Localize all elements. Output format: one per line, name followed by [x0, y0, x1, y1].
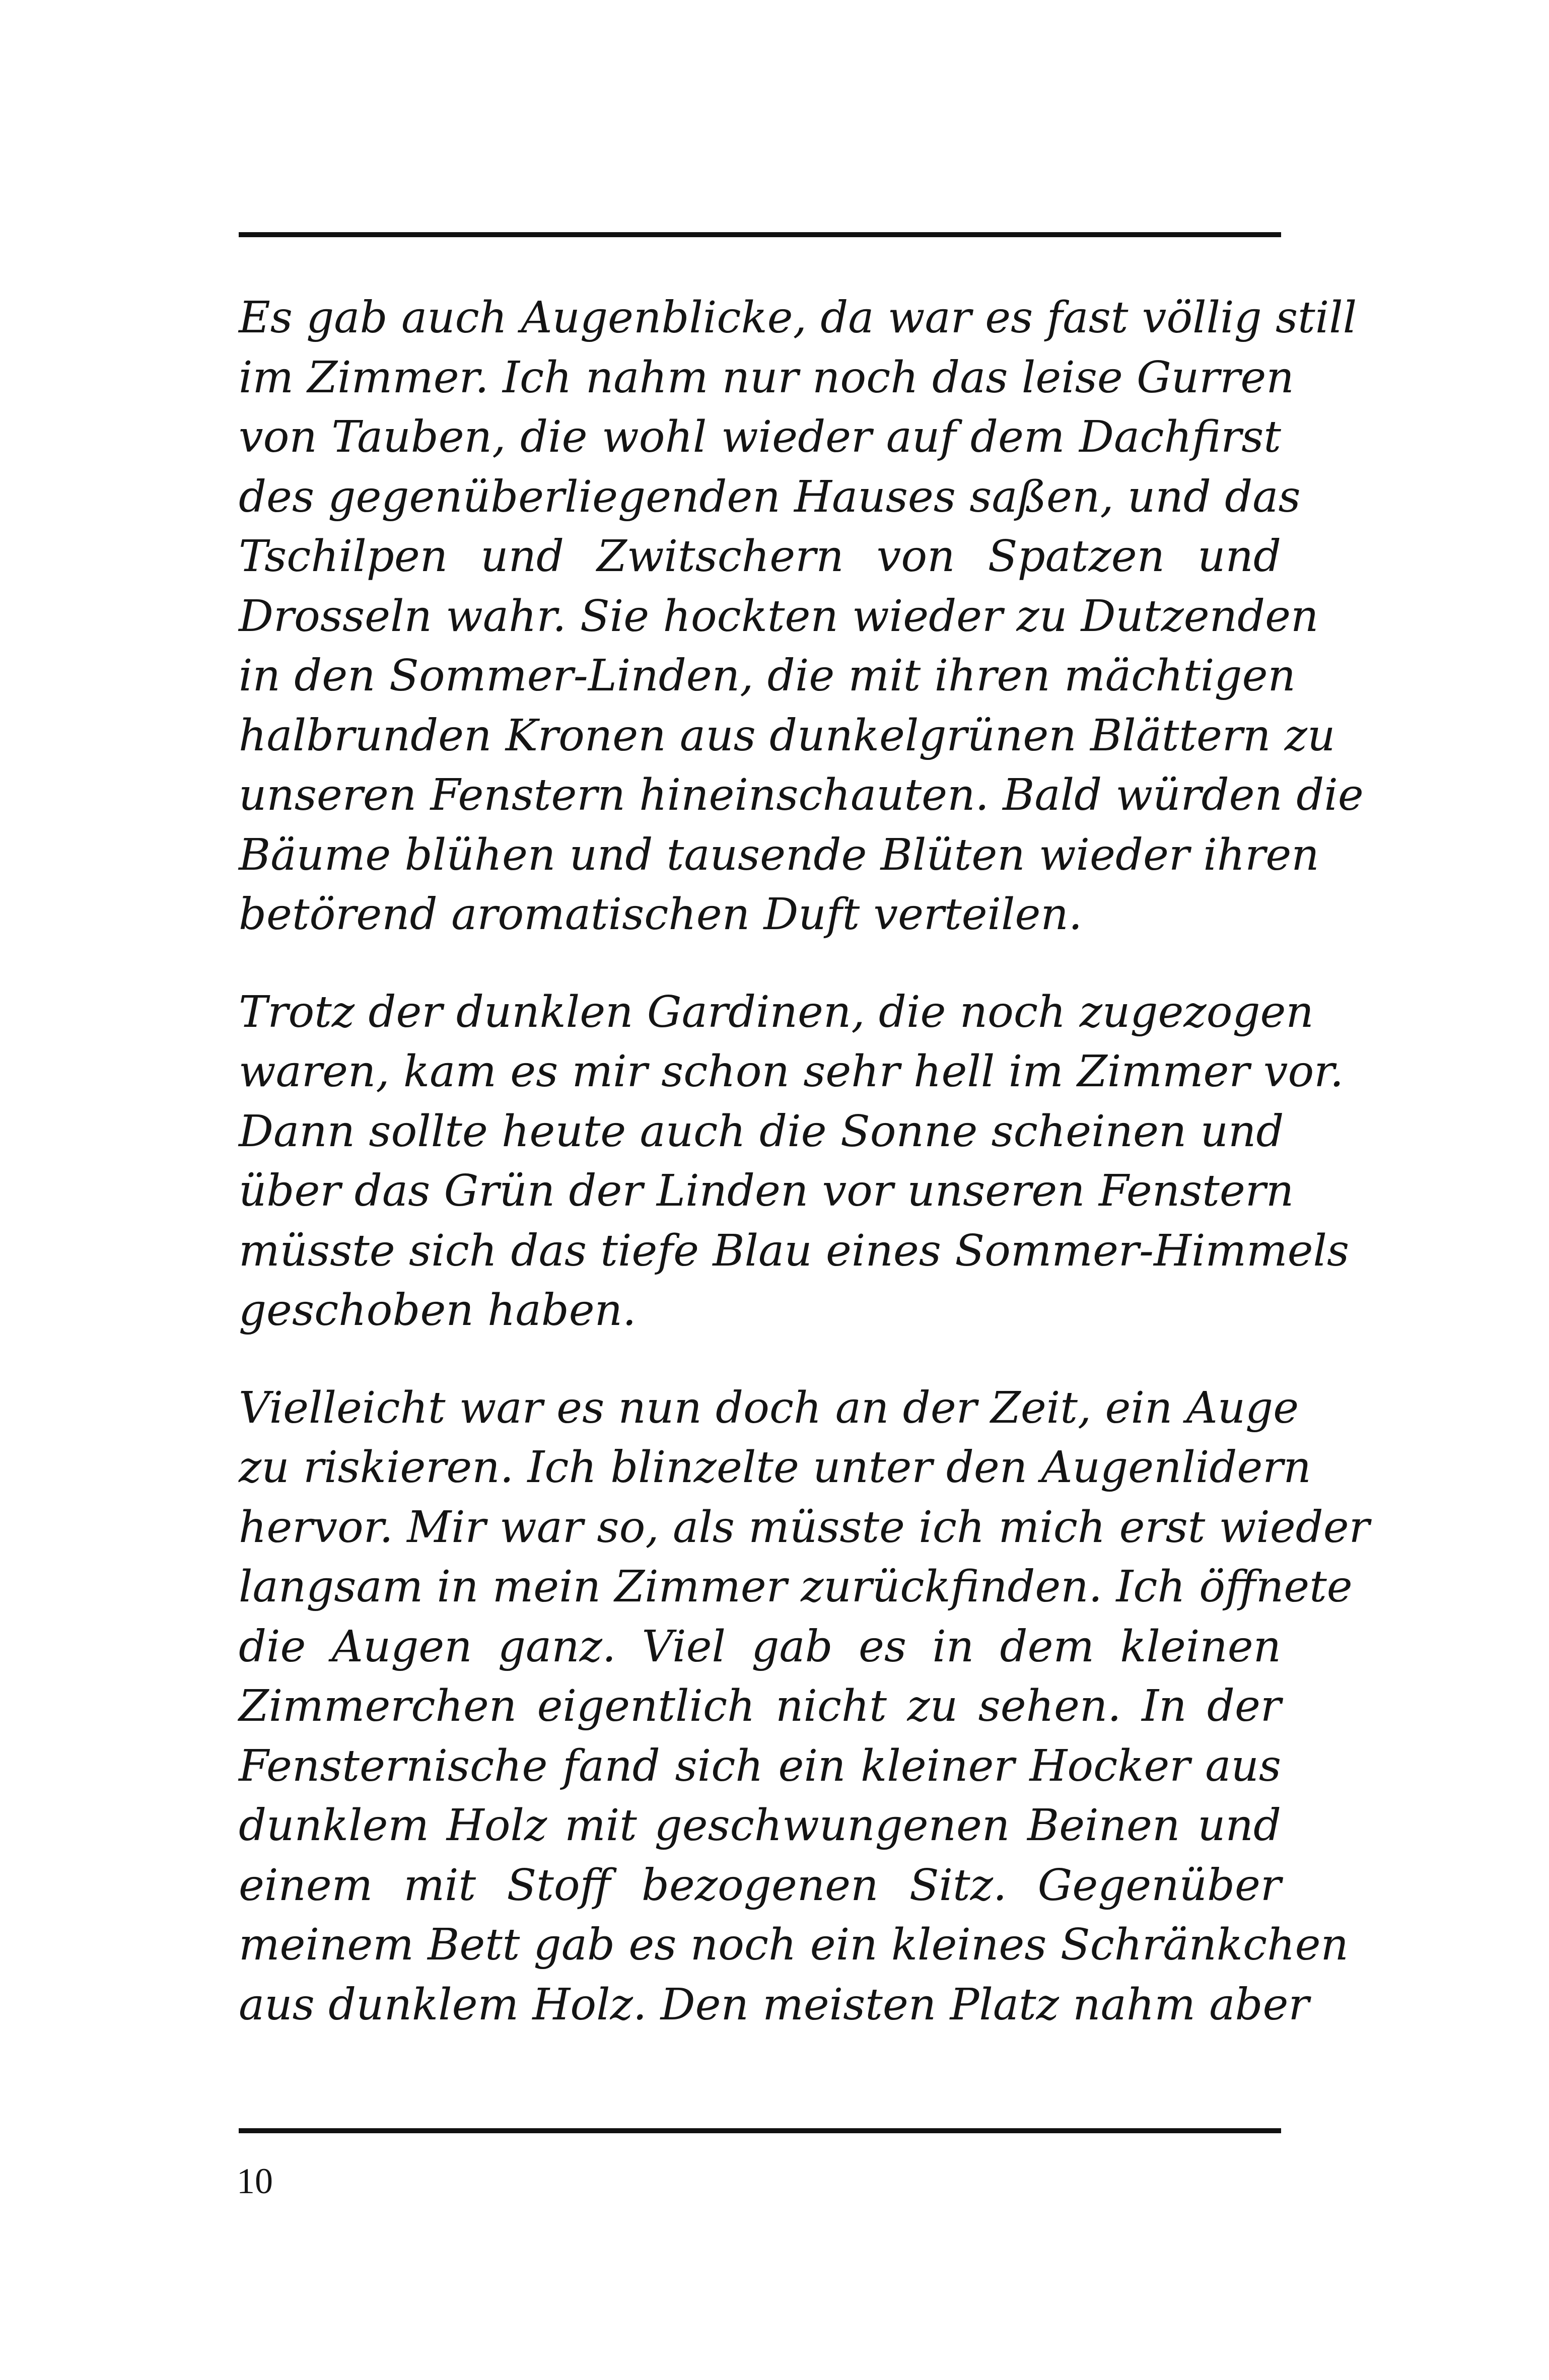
- text-line: meinem Bett gab es noch ein kleines Schränkchen: [239, 1920, 1349, 1970]
- paragraph-3: [239, 1378, 1370, 2035]
- text-line: Zimmerchen eigentlich nicht zu sehen. In der: [239, 1681, 1281, 1731]
- text-line: zu riskieren. Ich blinzelte unter den Augenlidern: [239, 1442, 1311, 1493]
- text-line: Fensternische fand sich ein kleiner Hocker aus: [239, 1740, 1281, 1791]
- text-line: im Zimmer. Ich nahm nur noch das leise Gurren: [239, 352, 1294, 403]
- footer-rule: [239, 2128, 1281, 2133]
- text-line: müsste sich das tiefe Blau eines Sommer-Himmels: [239, 1225, 1350, 1276]
- text-line: einem mit Stoff bezogenen Sitz. Gegenüber: [239, 1860, 1281, 1911]
- text-line: Trotz der dunklen Gardinen, die noch zugezogen: [239, 987, 1314, 1037]
- header-rule: [239, 232, 1281, 237]
- text-line: über das Grün der Linden vor unseren Fenstern: [239, 1166, 1294, 1216]
- text-line: aus dunklem Holz. Den meisten Platz nahm aber: [239, 1979, 1309, 2030]
- text-line: betörend aromatischen Duft verteilen.: [239, 889, 1083, 940]
- paragraph-2: [239, 983, 1350, 1341]
- text-line: die Augen ganz. Viel gab es in dem kleinen: [239, 1621, 1281, 1672]
- paragraph-1: [239, 288, 1364, 945]
- page-number: 10: [237, 2161, 273, 2201]
- text-line: unseren Fenstern hineinschauten. Bald würden die: [239, 770, 1364, 820]
- text-line: waren, kam es mir schon sehr hell im Zimmer vor.: [239, 1046, 1344, 1097]
- body-text: [239, 288, 1370, 2072]
- text-line: von Tauben, die wohl wieder auf dem Dachfirst: [239, 412, 1281, 462]
- text-line: Dann sollte heute auch die Sonne scheinen und: [239, 1106, 1284, 1157]
- text-line: Es gab auch Augenblicke, da war es fast völlig still: [239, 293, 1357, 343]
- text-line: hervor. Mir war so, als müsste ich mich erst wieder: [239, 1502, 1370, 1553]
- text-line: Drosseln wahr. Sie hockten wieder zu Dutzenden: [239, 591, 1319, 642]
- text-line: halbrunden Kronen aus dunkelgrünen Blättern zu: [239, 710, 1335, 761]
- text-line: geschoben haben.: [239, 1285, 637, 1336]
- text-line: dunklem Holz mit geschwungenen Beinen und: [239, 1800, 1281, 1851]
- text-line: in den Sommer-Linden, die mit ihren mächtigen: [239, 651, 1296, 701]
- text-line: langsam in mein Zimmer zurückfinden. Ich öffnete: [239, 1562, 1353, 1612]
- text-line: des gegenüberliegenden Hauses saßen, und das: [239, 471, 1301, 522]
- text-line: Tschilpen und Zwitschern von Spatzen und: [239, 531, 1281, 582]
- text-line: Vielleicht war es nun doch an der Zeit, ein Auge: [239, 1382, 1299, 1433]
- text-line: Bäume blühen und tausende Blüten wieder ihren: [239, 829, 1319, 880]
